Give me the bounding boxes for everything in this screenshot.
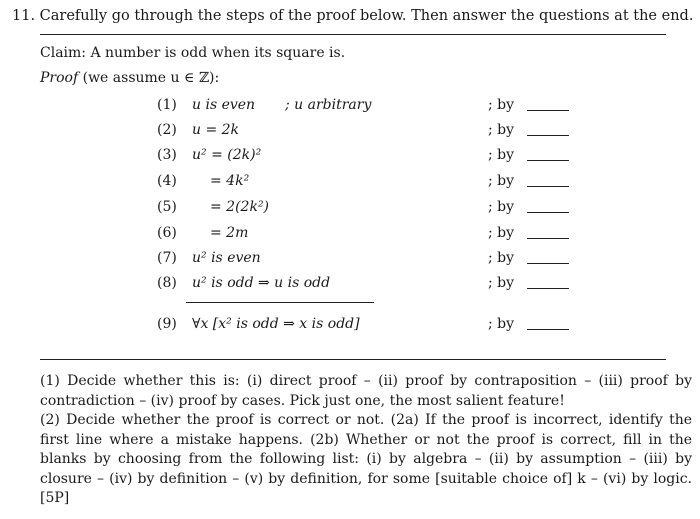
step-statement: = 2m xyxy=(210,225,249,241)
step-statement: ∀x [x² is odd ⇒ x is odd] xyxy=(192,316,360,332)
step-by-label: ; by xyxy=(488,275,515,291)
top-divider xyxy=(40,34,666,35)
conclusion-divider xyxy=(186,302,374,303)
step-statement: u² is even xyxy=(192,250,261,266)
questions-divider xyxy=(40,359,666,360)
questions-block xyxy=(40,372,692,509)
step-number: (8) xyxy=(157,275,177,291)
proof-step-7 xyxy=(0,250,700,272)
step-statement: = 2(2k²) xyxy=(210,199,270,215)
proof-step-2 xyxy=(0,122,700,144)
step-by-label: ; by xyxy=(488,250,515,266)
step-number: (7) xyxy=(157,250,177,266)
justification-blank[interactable] xyxy=(527,186,569,187)
justification-blank[interactable] xyxy=(527,110,569,111)
step-number: (3) xyxy=(157,147,177,163)
justification-blank[interactable] xyxy=(527,212,569,213)
step-statement: = 4k² xyxy=(210,173,250,189)
claim-text: Claim: A number is odd when its square is. xyxy=(40,45,346,61)
step-note: ; u arbitrary xyxy=(285,97,372,113)
proof-step-5 xyxy=(0,199,700,221)
justification-blank[interactable] xyxy=(527,288,569,289)
proof-step-4 xyxy=(0,173,700,195)
step-statement: u² is odd ⇒ u is odd xyxy=(192,275,331,291)
step-number: (5) xyxy=(157,199,177,215)
step-number: (6) xyxy=(157,225,177,241)
step-by-label: ; by xyxy=(488,316,515,332)
proof-step-3 xyxy=(0,147,700,169)
proof-step-1 xyxy=(0,97,700,119)
proof-heading-assumption: (we assume u ∈ ℤ): xyxy=(82,70,220,86)
proof-heading xyxy=(40,70,219,86)
step-by-label: ; by xyxy=(488,122,515,138)
proof-step-9 xyxy=(0,316,700,338)
step-number: (1) xyxy=(157,97,177,113)
step-statement: u² = (2k)² xyxy=(192,147,262,163)
justification-blank[interactable] xyxy=(527,135,569,136)
proof-step-6 xyxy=(0,225,700,247)
justification-blank[interactable] xyxy=(527,238,569,239)
question-1: (1) Decide whether this is: (i) direct proof – (ii) proof by contraposition – (iii) proof by contradiction – (iv) proof by cases. Pick just one, the most salient feature! xyxy=(40,373,692,409)
proof-heading-word: Proof xyxy=(40,70,79,86)
step-by-label: ; by xyxy=(488,147,515,163)
step-number: (4) xyxy=(157,173,177,189)
step-by-label: ; by xyxy=(488,97,515,113)
justification-blank[interactable] xyxy=(527,160,569,161)
step-by-label: ; by xyxy=(488,173,515,189)
step-by-label: ; by xyxy=(488,199,515,215)
question-2: (2) Decide whether the proof is correct or not. (2a) If the proof is incorrect, identify the first line where a mistake happens. (2b) Whether or not the proof is correct, fill in the blanks by choosing from the following list: (i) by algebra – (ii) by assumption – (iii) by closure – (iv) by definition – (v) by definition, for some [suitable choice of] k – (vi) by logic. [5P] xyxy=(40,412,692,506)
problem-title: 11. Carefully go through the steps of the proof below. Then answer the questions at the end. xyxy=(12,8,694,24)
justification-blank[interactable] xyxy=(527,329,569,330)
justification-blank[interactable] xyxy=(527,263,569,264)
step-statement: u = 2k xyxy=(192,122,240,138)
proof-step-8 xyxy=(0,275,700,297)
step-by-label: ; by xyxy=(488,225,515,241)
step-statement: u is even xyxy=(192,97,256,113)
step-number: (9) xyxy=(157,316,177,332)
step-number: (2) xyxy=(157,122,177,138)
